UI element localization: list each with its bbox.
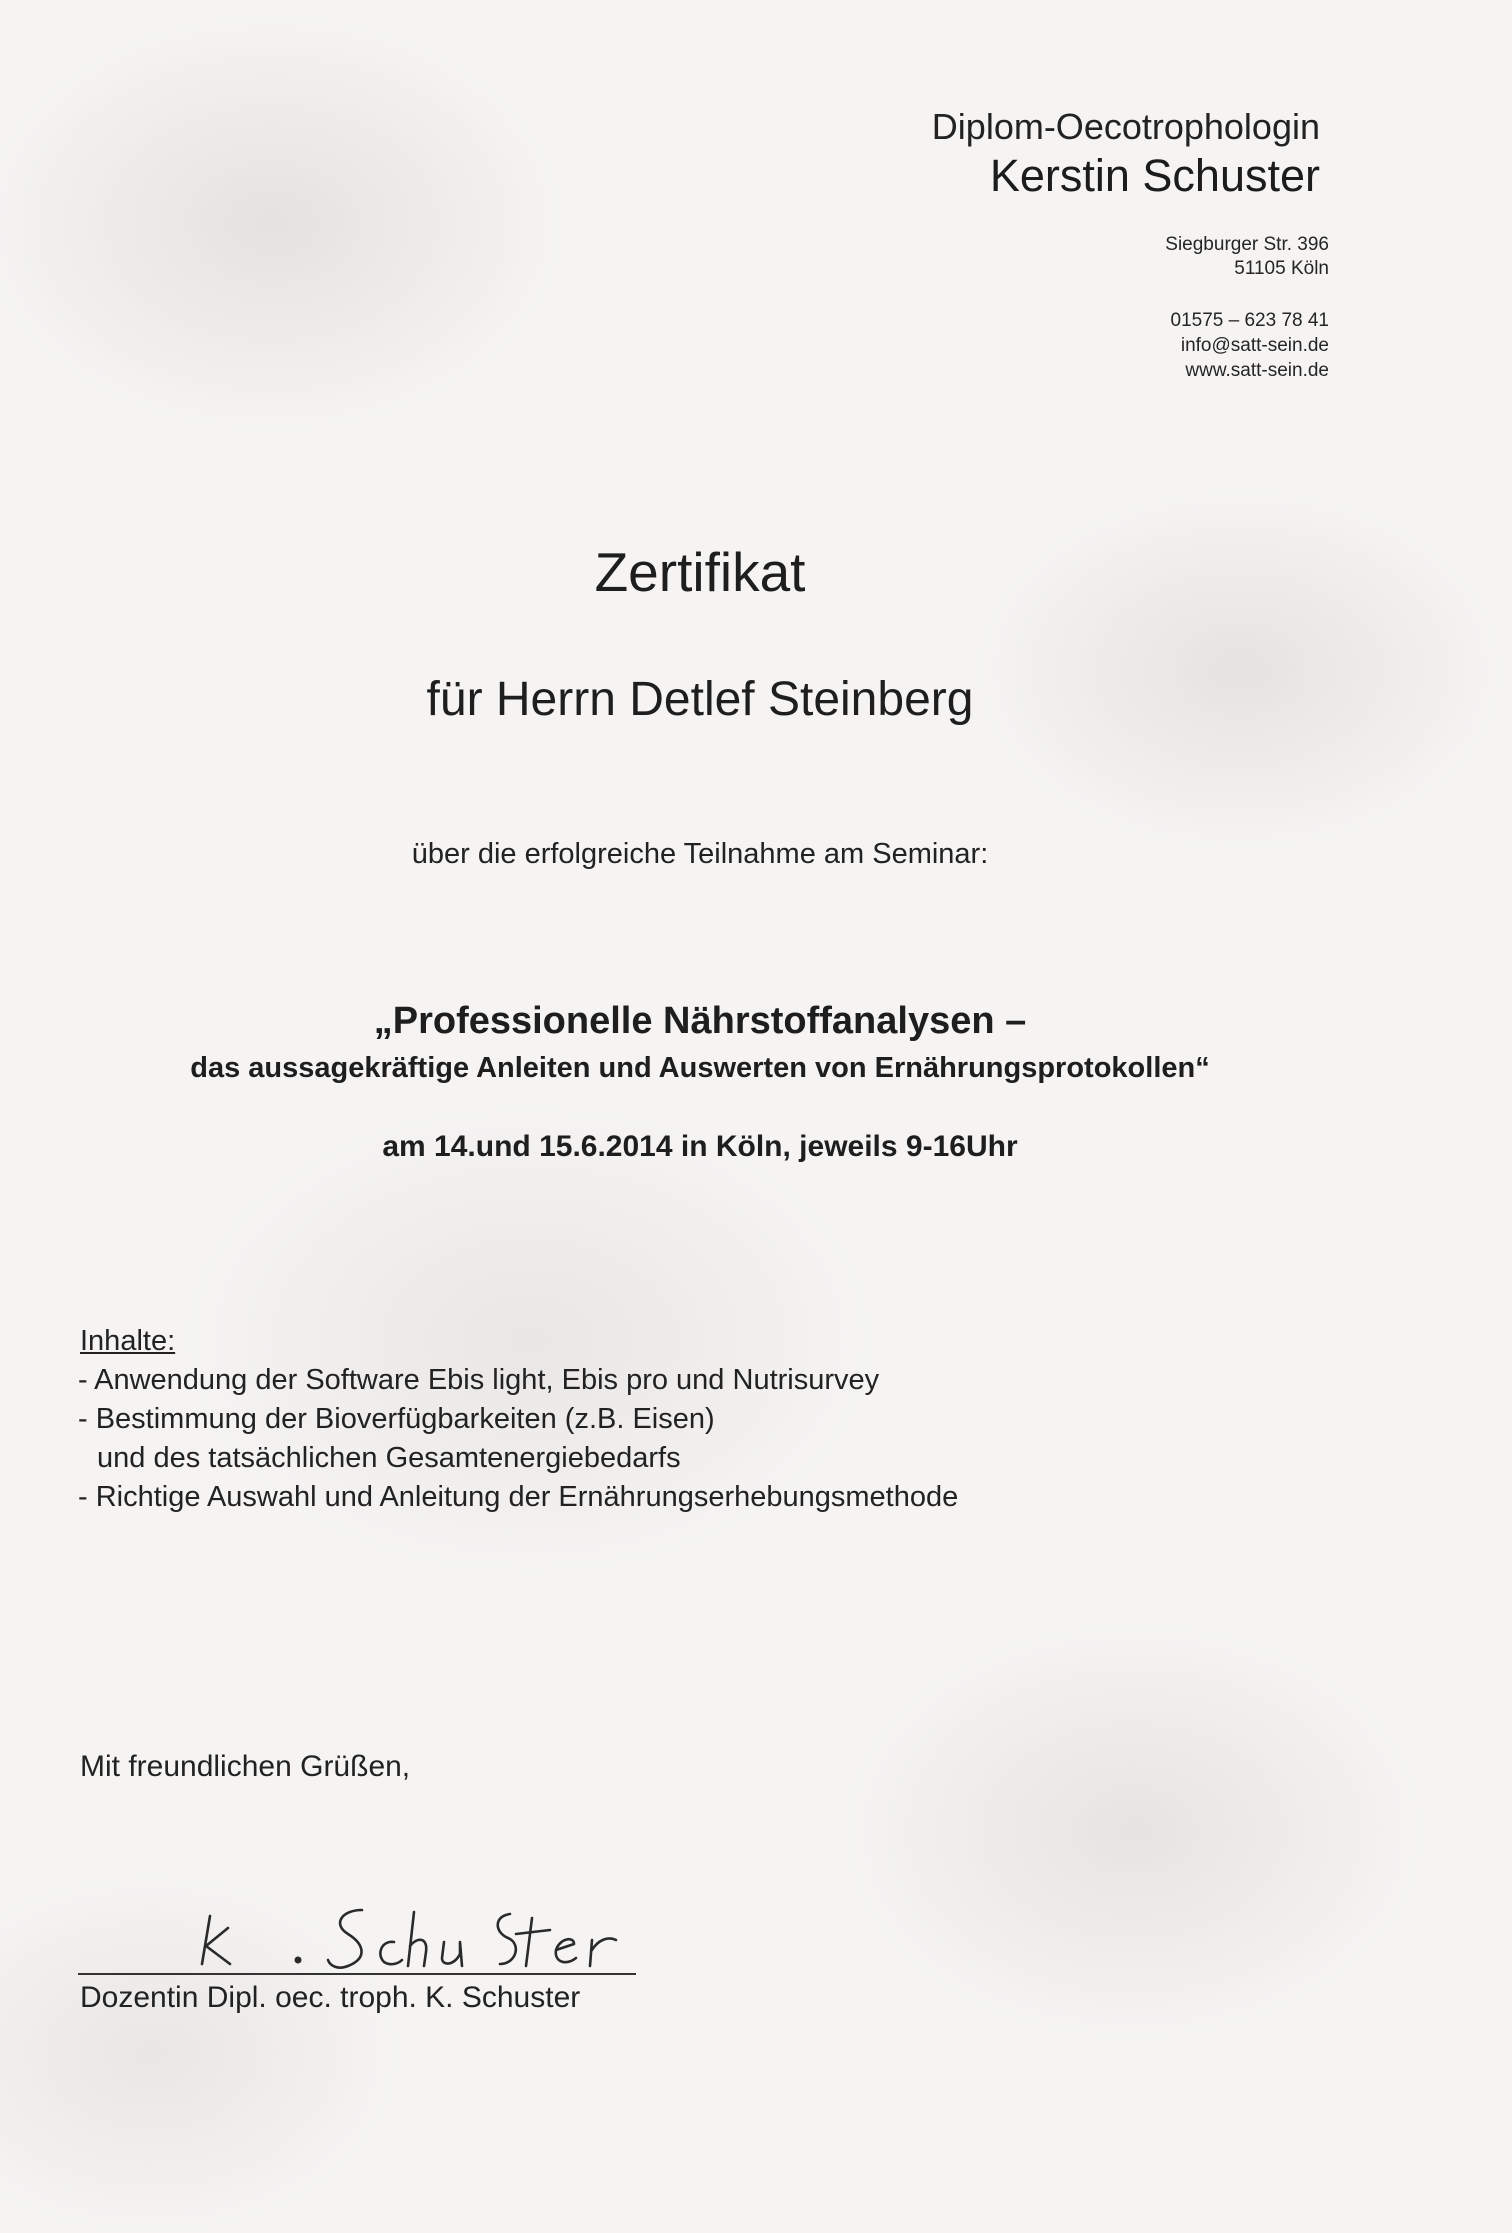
letterhead-street: Siegburger Str. 396 [1165,234,1329,255]
seminar-title-line1: „Professionelle Nährstoffanalysen – [373,1000,1027,1042]
certificate-intro: über die erfolgreiche Teilnahme am Seminar: [411,838,989,870]
contents-item: - Bestimmung der Bioverfügbarkeiten (z.B. Eisen) [78,1403,715,1435]
closing-greeting: Mit freundlichen Grüßen, [80,1750,411,1783]
letterhead-title: Diplom-Oecotrophologin [931,106,1320,147]
letterhead-name: Kerstin Schuster [989,150,1320,201]
letterhead-phone: 01575 – 623 78 41 [1170,310,1329,331]
seminar-title-line2: das aussagekräftige Anleiten und Auswerten von Ernährungsprotokollen“ [190,1052,1210,1084]
contents-item: - Richtige Auswahl und Anleitung der Ernährungserhebungsmethode [78,1481,959,1513]
contents-item: - Anwendung der Software Ebis light, Ebis pro und Nutrisurvey [78,1364,880,1396]
certificate-title: Zertifikat [594,541,806,603]
signature-caption: Dozentin Dipl. oec. troph. K. Schuster [80,1981,581,2014]
handwritten-signature [80,1896,660,1976]
signature-line [78,1973,636,1975]
letterhead-website: www.satt-sein.de [1185,360,1329,381]
contents-heading: Inhalte: [80,1325,176,1357]
seminar-date: am 14.und 15.6.2014 in Köln, jeweils 9-16Uhr [382,1130,1018,1163]
letterhead-city: 51105 Köln [1234,258,1329,279]
contents-list [78,1361,958,1517]
contents-item-continuation: und des tatsächlichen Gesamtenergiebedarfs [97,1442,681,1474]
certificate-recipient: für Herrn Detlef Steinberg [426,673,974,726]
letterhead-email: info@satt-sein.de [1180,335,1329,356]
